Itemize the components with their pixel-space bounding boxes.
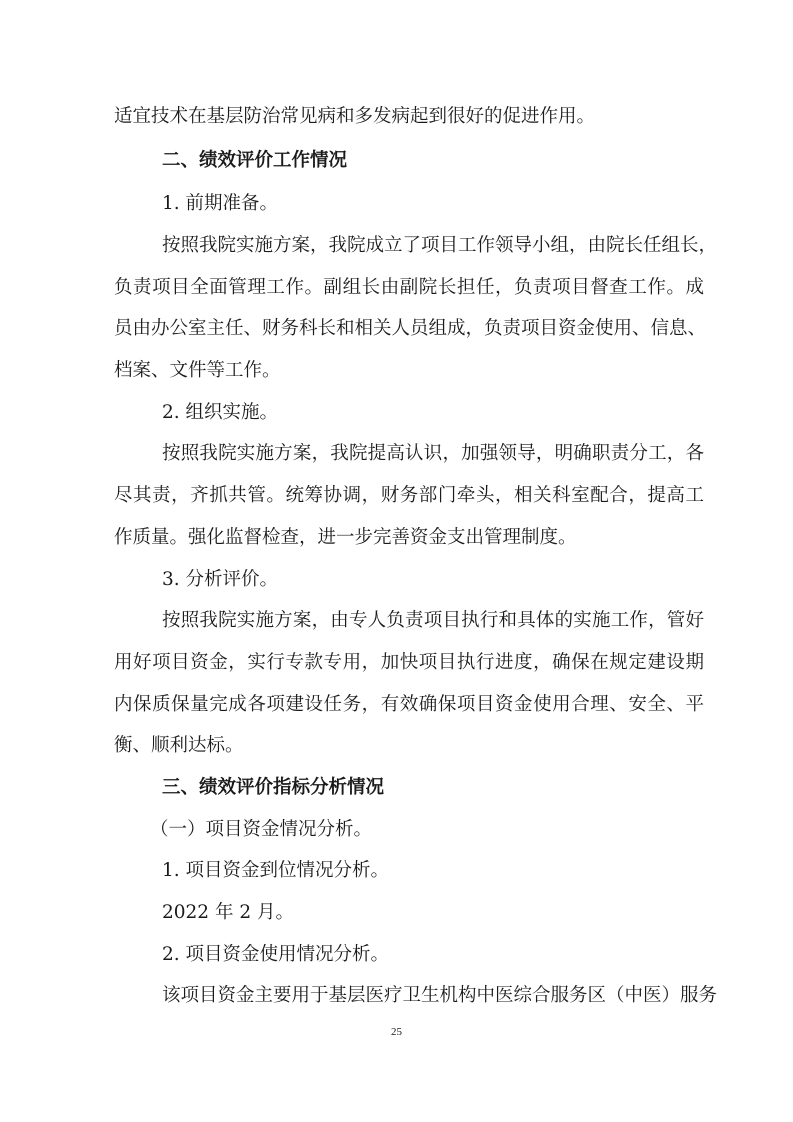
subsection-heading: 2. 项目资金使用情况分析。 bbox=[162, 944, 390, 965]
paragraph-line: 用好项目资金，实行专款专用，加快项目执行进度，确保在规定建设期 bbox=[114, 652, 704, 673]
paragraph-line: 尽其责，齐抓共管。统筹协调，财务部门牵头，相关科室配合，提高工 bbox=[114, 485, 704, 506]
paragraph-line: 按照我院实施方案，我院提高认识，加强领导，明确职责分工，各 bbox=[162, 443, 704, 464]
subsection-heading: 1. 前期准备。 bbox=[162, 193, 279, 214]
subsection-heading: （一）项目资金情况分析。 bbox=[150, 819, 373, 840]
paragraph-line: 员由办公室主任、财务科长和相关人员组成，负责项目资金使用、信息、 bbox=[114, 318, 707, 339]
paragraph-line: 适宜技术在基层防治常见病和多发病起到很好的促进作用。 bbox=[114, 106, 596, 127]
paragraph-line: 2022 年 2 月。 bbox=[162, 902, 294, 923]
paragraph-line: 档案、文件等工作。 bbox=[114, 360, 281, 381]
paragraph-line: 负责项目全面管理工作。副组长由副院长担任，负责项目督查工作。成 bbox=[114, 277, 704, 298]
page-number: 25 bbox=[391, 1026, 402, 1038]
subsection-heading: 3. 分析评价。 bbox=[162, 569, 279, 590]
section-heading: 三、绩效评价指标分析情况 bbox=[162, 777, 385, 798]
paragraph-line: 作质量。强化监督检查，进一步完善资金支出管理制度。 bbox=[114, 527, 577, 548]
paragraph-line: 衡、顺利达标。 bbox=[114, 735, 244, 756]
paragraph-line: 该项目资金主要用于基层医疗卫生机构中医综合服务区（中医）服务 bbox=[162, 985, 718, 1006]
section-heading: 二、绩效评价工作情况 bbox=[162, 150, 348, 171]
subsection-heading: 2. 组织实施。 bbox=[162, 402, 279, 423]
paragraph-line: 内保质保量完成各项建设任务，有效确保项目资金使用合理、安全、平 bbox=[114, 694, 704, 715]
subsection-heading: 1. 项目资金到位情况分析。 bbox=[162, 860, 390, 881]
paragraph-line: 按照我院实施方案，由专人负责项目执行和具体的实施工作，管好 bbox=[162, 610, 704, 631]
paragraph-line: 按照我院实施方案，我院成立了项目工作领导小组，由院长任组长， bbox=[162, 235, 718, 256]
